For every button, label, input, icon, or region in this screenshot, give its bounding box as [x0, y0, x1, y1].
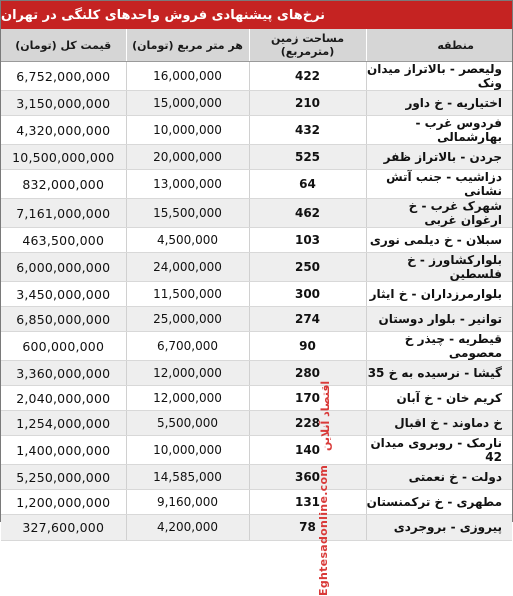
area-cell: 140: [249, 436, 366, 465]
area-cell: 64: [249, 170, 366, 199]
table-row: [1, 436, 512, 465]
region-cell: توانیر - بلوار دوستان: [366, 307, 512, 332]
table-row: [1, 199, 512, 228]
total-cell: 600,000,000: [1, 332, 126, 361]
region-cell: نارمک - روبروی میدان 42: [366, 436, 512, 465]
table-row: [1, 465, 512, 490]
total-cell: 5,250,000,000: [1, 465, 126, 490]
region-cell: اختیاریه - خ داور: [366, 91, 512, 116]
table-row: [1, 515, 512, 540]
area-cell: 78: [249, 515, 366, 540]
per-meter-cell: 25,000,000: [126, 307, 249, 332]
per-meter-cell: 10,000,000: [126, 116, 249, 145]
table-row: [1, 62, 512, 91]
area-cell: 525: [249, 145, 366, 170]
watermark-fa: اقتصاد آنلاین: [319, 380, 332, 451]
region-cell: گیشا - نرسیده به خ 35: [366, 361, 512, 386]
per-meter-cell: 20,000,000: [126, 145, 249, 170]
total-cell: 4,320,000,000: [1, 116, 126, 145]
region-cell: فردوس غرب - بهارشمالی: [366, 116, 512, 145]
area-cell: 170: [249, 386, 366, 411]
region-cell: دولت - خ نعمتی: [366, 465, 512, 490]
per-meter-cell: 12,000,000: [126, 361, 249, 386]
area-cell: 131: [249, 490, 366, 515]
total-cell: 1,254,000,000: [1, 411, 126, 436]
table-row: [1, 145, 512, 170]
header-row: [1, 29, 512, 62]
region-cell: قیطریه - چیذر خ معصومی: [366, 332, 512, 361]
header-region: منطقه: [366, 29, 512, 62]
total-cell: 6,850,000,000: [1, 307, 126, 332]
per-meter-cell: 12,000,000: [126, 386, 249, 411]
table-row: [1, 116, 512, 145]
area-cell: 360: [249, 465, 366, 490]
total-cell: 832,000,000: [1, 170, 126, 199]
per-meter-cell: 13,000,000: [126, 170, 249, 199]
table-row: [1, 490, 512, 515]
total-cell: 3,360,000,000: [1, 361, 126, 386]
table-row: [1, 282, 512, 307]
total-cell: 7,161,000,000: [1, 199, 126, 228]
region-cell: مطهری - خ ترکمنستان: [366, 490, 512, 515]
area-cell: 274: [249, 307, 366, 332]
table-row: [1, 332, 512, 361]
region-cell: ولیعصر - بالاتراز میدان ونک: [366, 62, 512, 91]
per-meter-cell: 10,000,000: [126, 436, 249, 465]
table-row: [1, 361, 512, 386]
area-cell: 280: [249, 361, 366, 386]
table-row: [1, 411, 512, 436]
total-cell: 2,040,000,000: [1, 386, 126, 411]
total-cell: 6,752,000,000: [1, 62, 126, 91]
per-meter-cell: 24,000,000: [126, 253, 249, 282]
region-cell: دزاشیب - جنب آتش نشانی: [366, 170, 512, 199]
per-meter-cell: 5,500,000: [126, 411, 249, 436]
area-cell: 250: [249, 253, 366, 282]
region-cell: خ دماوند - خ اقبال: [366, 411, 512, 436]
table-row: [1, 307, 512, 332]
area-cell: 300: [249, 282, 366, 307]
per-meter-cell: 9,160,000: [126, 490, 249, 515]
region-cell: جردن - بالاتراز ظفر: [366, 145, 512, 170]
area-cell: 432: [249, 116, 366, 145]
header-area: مساحت زمین (مترمربع): [249, 29, 366, 62]
per-meter-cell: 15,000,000: [126, 91, 249, 116]
region-cell: شهرک غرب - خ ارغوان غربی: [366, 199, 512, 228]
header-total: قیمت کل (تومان): [1, 29, 126, 62]
area-cell: 462: [249, 199, 366, 228]
region-cell: بلوارمرزداران - خ ایثار: [366, 282, 512, 307]
table-row: [1, 228, 512, 253]
watermark-en: Eghtesadonline.com: [317, 464, 330, 596]
per-meter-cell: 15,500,000: [126, 199, 249, 228]
table-body: [1, 62, 512, 541]
table-title: نرخ‌های پیشنهادی فروش واحدهای کلنگی در تهران: [1, 1, 512, 29]
table-row: [1, 170, 512, 199]
area-cell: 103: [249, 228, 366, 253]
total-cell: 3,150,000,000: [1, 91, 126, 116]
area-cell: 210: [249, 91, 366, 116]
total-cell: 463,500,000: [1, 228, 126, 253]
table-row: [1, 253, 512, 282]
area-cell: 90: [249, 332, 366, 361]
per-meter-cell: 4,500,000: [126, 228, 249, 253]
per-meter-cell: 11,500,000: [126, 282, 249, 307]
region-cell: پیروزی - بروجردی: [366, 515, 512, 540]
header-per-meter: هر متر مربع (تومان): [126, 29, 249, 62]
per-meter-cell: 6,700,000: [126, 332, 249, 361]
per-meter-cell: 4,200,000: [126, 515, 249, 540]
table-row: [1, 386, 512, 411]
region-cell: بلوارکشاورز - خ فلسطین: [366, 253, 512, 282]
area-cell: 422: [249, 62, 366, 91]
per-meter-cell: 16,000,000: [126, 62, 249, 91]
area-cell: 228: [249, 411, 366, 436]
per-meter-cell: 14,585,000: [126, 465, 249, 490]
region-cell: سبلان - خ دیلمی نوری: [366, 228, 512, 253]
total-cell: 6,000,000,000: [1, 253, 126, 282]
total-cell: 3,450,000,000: [1, 282, 126, 307]
total-cell: 327,600,000: [1, 515, 126, 540]
total-cell: 10,500,000,000: [1, 145, 126, 170]
table-row: [1, 91, 512, 116]
total-cell: 1,400,000,000: [1, 436, 126, 465]
total-cell: 1,200,000,000: [1, 490, 126, 515]
price-table: [1, 29, 512, 541]
region-cell: کریم خان - خ آبان: [366, 386, 512, 411]
